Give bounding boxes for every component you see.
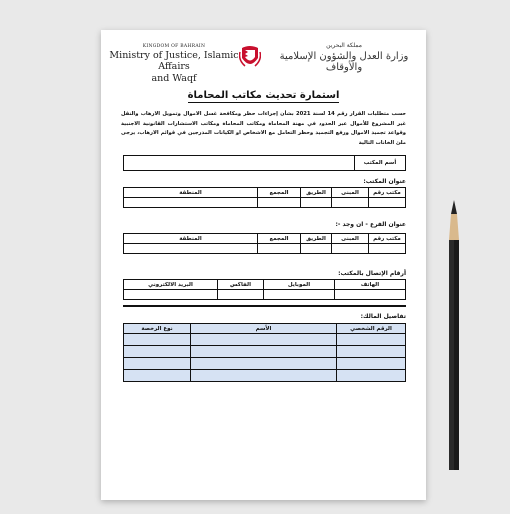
ministry-line-2: and Waqf <box>151 73 197 84</box>
pencil-icon <box>447 200 461 470</box>
ministry-name-english <box>109 44 239 85</box>
branch-address-cell[interactable] <box>124 244 258 254</box>
form-title-text: استمارة تحديث مكاتب المحاماة <box>187 90 340 101</box>
office-address-col-office: مكتب رقم <box>369 188 406 198</box>
owners-col-cpr: الرقم الشخصي <box>337 324 406 334</box>
contacts-col-email: البريد الالكتروني <box>124 280 218 290</box>
office-address-table <box>123 187 406 208</box>
contacts-cell[interactable] <box>218 290 264 300</box>
office-address-cell[interactable] <box>301 198 332 208</box>
owners-cell[interactable] <box>191 370 337 382</box>
branch-address-cell[interactable] <box>258 244 301 254</box>
owners-table <box>123 323 406 382</box>
owners-cell[interactable] <box>337 334 406 346</box>
contacts-table <box>123 279 406 300</box>
owners-cell[interactable] <box>124 334 191 346</box>
kingdom-label-ar: مملكة البحرين <box>326 42 362 49</box>
kingdom-label-en: KINGDOM OF BAHRAIN <box>142 44 206 49</box>
branch-address-col-road: الطريق <box>301 234 332 244</box>
office-address-col-road: الطريق <box>301 188 332 198</box>
form-title <box>101 90 426 101</box>
office-address-cell[interactable] <box>332 198 369 208</box>
owners-cell[interactable] <box>337 346 406 358</box>
branch-address-cell[interactable] <box>301 244 332 254</box>
bahrain-emblem-icon <box>239 44 261 70</box>
owners-cell[interactable] <box>191 346 337 358</box>
owners-cell[interactable] <box>124 346 191 358</box>
owners-cell[interactable] <box>124 370 191 382</box>
branch-address-col-block: المجمع <box>258 234 301 244</box>
office-address-cell[interactable] <box>124 198 258 208</box>
branch-address-col-office: مكتب رقم <box>369 234 406 244</box>
office-address-cell[interactable] <box>369 198 406 208</box>
ministry-line-1: Ministry of Justice, Islamic Affairs <box>109 50 239 72</box>
ministry-name-arabic <box>279 42 409 73</box>
contacts-col-fax: الفاكس <box>218 280 264 290</box>
office-address-col-block: المجمع <box>258 188 301 198</box>
contacts-cell[interactable] <box>264 290 335 300</box>
form-intro-text: حسب متطلبات القرار رقم 14 لسنة 2021 بشأن إجراءات حظر ومكافحة غسل الاموال وتمويل الارهاب والنقل غير المشروع للأموال عبر الحدود في مهنة المحاماة ومكاتب المحاماة ومكاتب الاستشارات القانونية الاجنبية وقواعد تجميد الاموال ورفع التجميد وحظر التعامل مع الاشخاص او الكيانات المدرجين في قوائم الارهاب، يرجى ملئ الخانات التالية <box>121 111 406 146</box>
owners-cell[interactable] <box>337 358 406 370</box>
contacts-cell[interactable] <box>124 290 218 300</box>
contacts-title: أرقام الإتصال بالمكتب: <box>338 270 406 277</box>
owners-title: تفاصيل المالك: <box>360 313 406 320</box>
owners-cell[interactable] <box>124 358 191 370</box>
branch-address-title: عنوان الفرع - ان وجد -: <box>335 221 406 228</box>
section-separator <box>123 305 406 307</box>
contacts-cell[interactable] <box>335 290 406 300</box>
owners-cell[interactable] <box>191 334 337 346</box>
owners-cell[interactable] <box>337 370 406 382</box>
ministry-label-ar: وزارة العدل والشؤون الإسلامية والأوقاف <box>279 51 409 73</box>
owners-col-license: نوع الرخصة <box>124 324 191 334</box>
branch-address-col-building: المبنى <box>332 234 369 244</box>
branch-address-table <box>123 233 406 254</box>
branch-address-cell[interactable] <box>369 244 406 254</box>
office-address-col-building: المبنى <box>332 188 369 198</box>
contacts-col-mobile: الموبايل <box>264 280 335 290</box>
office-name-table <box>123 155 406 171</box>
office-address-cell[interactable] <box>258 198 301 208</box>
office-name-field[interactable] <box>124 156 355 171</box>
contacts-col-phone: الهاتف <box>335 280 406 290</box>
branch-address-col-area: المنطقة <box>124 234 258 244</box>
branch-address-cell[interactable] <box>332 244 369 254</box>
office-address-col-area: المنطقة <box>124 188 258 198</box>
owners-col-name: الأسم <box>191 324 337 334</box>
owners-cell[interactable] <box>191 358 337 370</box>
office-address-title: عنوان المكتب: <box>363 178 406 185</box>
office-name-label: أسم المكتب <box>355 156 406 171</box>
form-page <box>101 30 426 500</box>
